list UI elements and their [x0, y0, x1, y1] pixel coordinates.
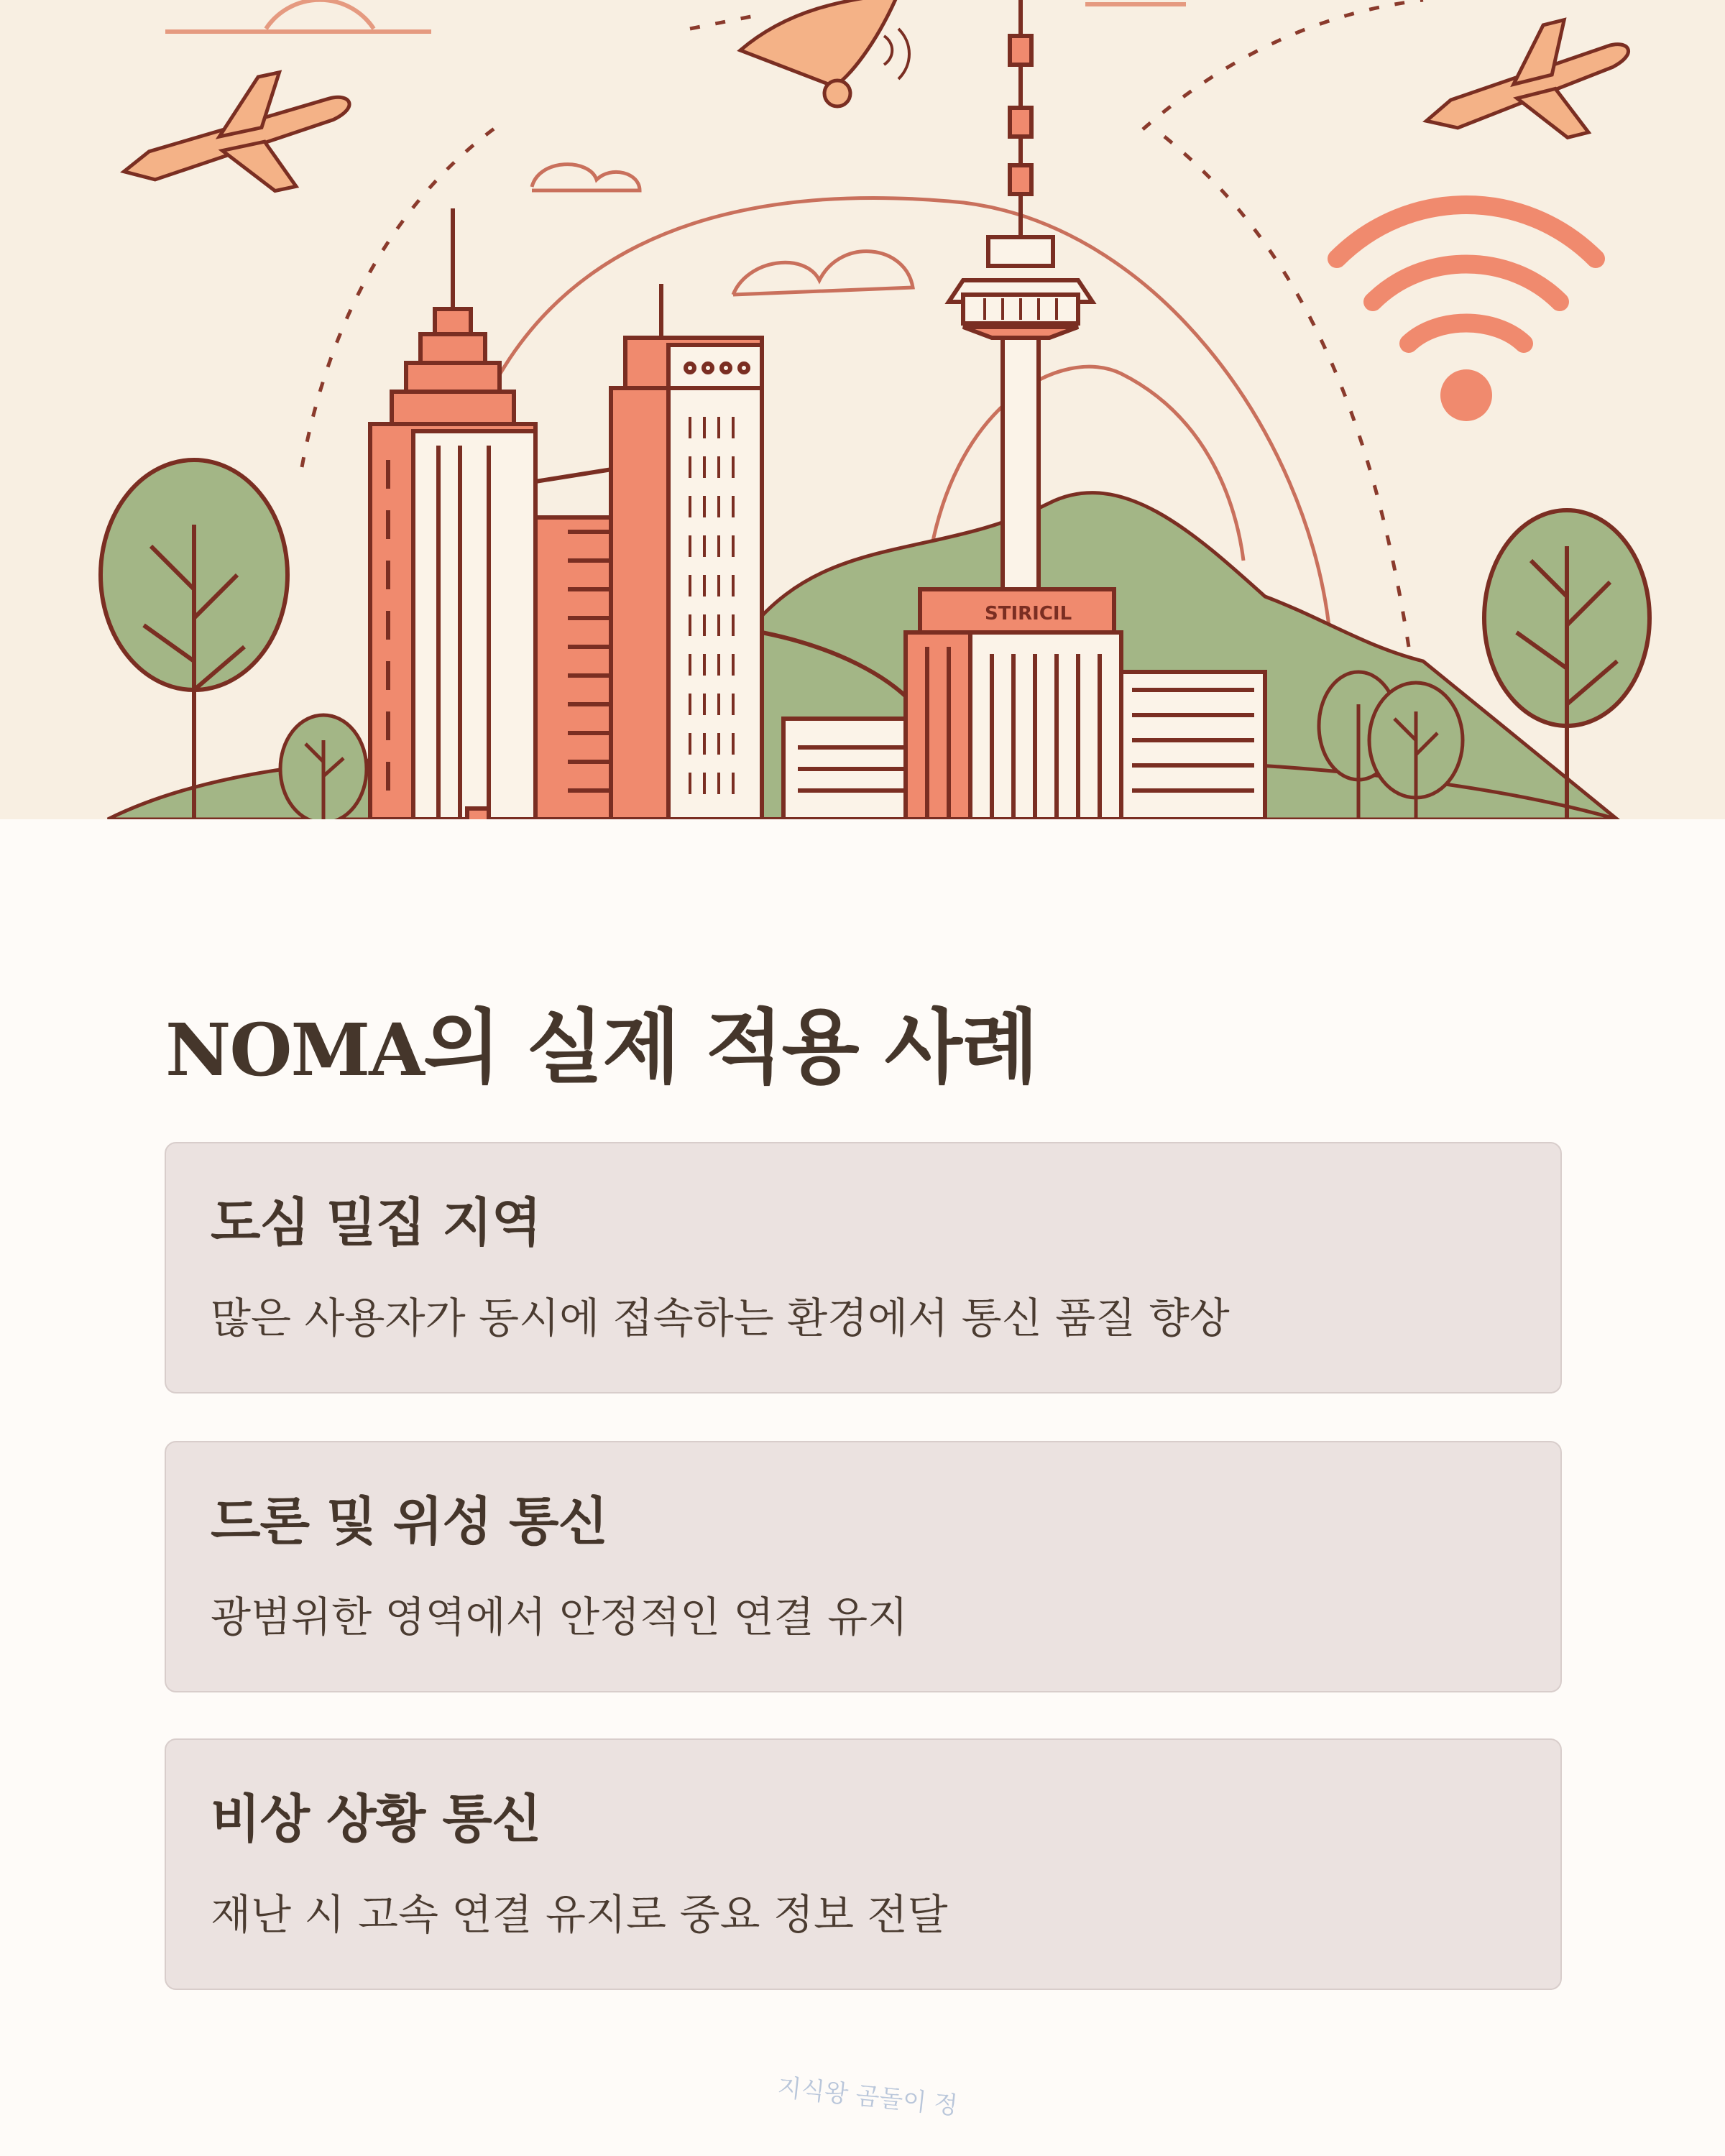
card-description: 광범위한 영역에서 안정적인 연결 유지 [211, 1593, 908, 1641]
sun-arc [266, 0, 374, 29]
watermark-signature: 지식왕 곰돌이 정 [776, 2073, 960, 2121]
card-title: 도심 밀집 지역 [211, 1192, 541, 1253]
building [370, 208, 535, 819]
airplane-icon [111, 60, 364, 221]
wifi-icon [1337, 205, 1596, 421]
card-description: 많은 사용자가 동시에 접속하는 환경에서 통신 품질 향상 [211, 1294, 1230, 1342]
card-title: 비상 상황 통신 [211, 1789, 541, 1849]
airplane-icon [1411, 6, 1645, 170]
card-title: 드론 및 위성 통신 [211, 1491, 608, 1552]
tree-icon [101, 460, 288, 819]
use-case-card [165, 1441, 1562, 1692]
card-description: 재난 시 고속 연결 유지로 중요 정보 전달 [211, 1890, 948, 1939]
building [611, 284, 762, 819]
page-title [165, 983, 1037, 1099]
use-case-card [165, 1142, 1562, 1393]
tower-sign: STIRICIL [985, 603, 1072, 625]
hero-illustration [0, 0, 1725, 819]
title-korean: 의 실제 적용 사례 [423, 1001, 1038, 1095]
satellite-dish-icon [740, 0, 909, 106]
building [1121, 672, 1265, 819]
tree-icon [280, 715, 367, 819]
city-skyline-illustration [0, 0, 1725, 819]
building [906, 589, 1121, 819]
use-case-card [165, 1738, 1562, 1990]
title-latin: NOMA [165, 1008, 423, 1092]
